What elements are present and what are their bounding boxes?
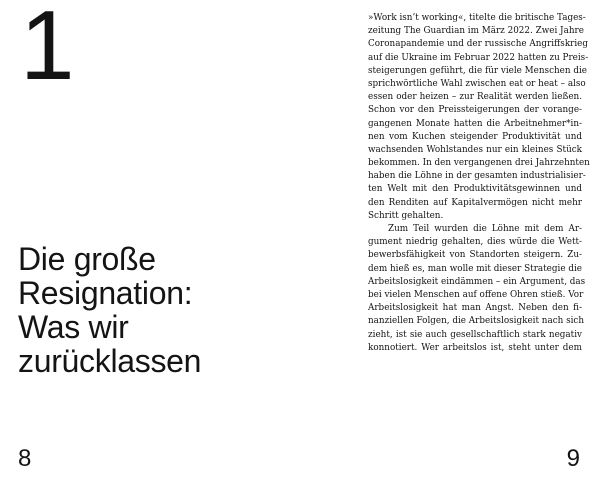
text-line: gument niedrig gehalten, dies würde die Wett- [368,237,582,248]
text-line: gangenen Monate hatten die Arbeitnehmer*in- [368,118,582,129]
text-line: essen oder heizen – zur Realität werden ließen. [368,92,582,103]
text-line: sprichwörtliche Wahl zwischen eat or heat – also [368,78,586,89]
text-line: haben die Löhne in der gesamten industrialisier- [368,171,586,182]
text-line: auf die Ukraine im Februar 2022 hatten zu Preis- [368,52,589,63]
text-line: Schritt gehalten. [368,210,444,221]
text-line: nanziellen Folgen, die Arbeitslosigkeit nach sich [368,316,585,327]
text-line: steigerungen geführt, die für viele Menschen die [368,65,587,76]
text-line: ten Welt mit den Produktivitätsgewinnen und [368,184,582,195]
text-line: konnotiert. Wer arbeitslos ist, steht unter dem [368,342,582,353]
body-text [368,12,590,355]
paragraph-1 [368,12,590,223]
chapter-title [18,242,201,378]
chapter-number: 1 [20,0,73,100]
text-line: dem hieß es, man wolle mit dieser Strategie die [368,263,582,274]
chapter-title-line: Was wir [18,309,129,345]
text-line: zeitung The Guardian im März 2022. Zwei Jahre [368,26,584,37]
text-line: Schon vor den Preissteigerungen der vorange- [368,105,582,116]
text-line: nen vom Kuchen steigender Produktivität und [368,131,582,142]
right-page [300,0,600,488]
text-line: den Renditen auf Kapitalvermögen nicht mehr [368,197,582,208]
text-line: bei vielen Menschen auf offene Ohren stieß. Vor [368,289,584,300]
text-line: zieht, ist sie auch gesellschaftlich stark negativ [368,329,582,340]
chapter-title-line: Resignation: [18,275,193,311]
text-line: wachsenden Wohlstandes nur ein kleines Stück [368,144,582,155]
text-line: Coronapandemie und der russische Angriffskrieg [368,39,589,50]
text-line: Zum Teil wurden die Löhne mit dem Ar- [388,224,582,234]
paragraph-2 [368,223,586,355]
text-line: bewerbsfähigkeit von Standorten steigern. Zu- [368,250,582,261]
page-number-left: 8 [18,445,32,472]
chapter-title-line: Die große [18,241,156,277]
text-line: Arbeitslosigkeit eindämmen – ein Argument, das [368,276,586,287]
text-line: »Work isn’t working«, titelte die britische Tages- [368,13,586,23]
text-line: bekommen. In den vergangenen drei Jahrzehnten [368,158,590,169]
page-number-right: 9 [566,445,580,472]
text-line: Arbeitslosigkeit hat man Angst. Neben den fi- [368,303,582,314]
chapter-title-line: zurücklassen [18,343,202,379]
